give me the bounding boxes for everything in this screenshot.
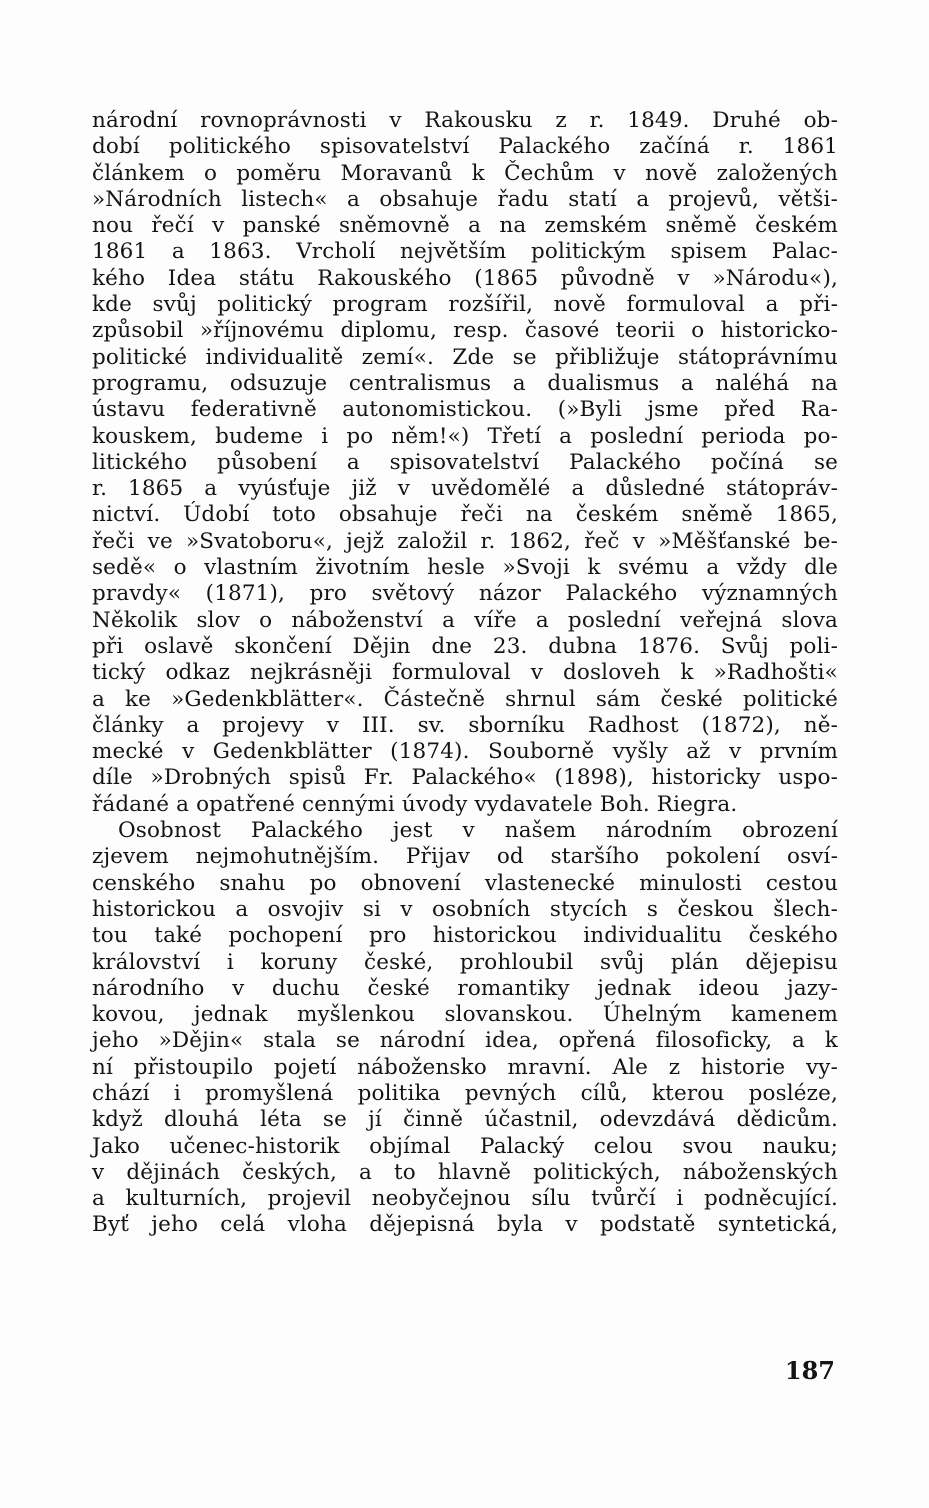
text-line: kovou, jednak myšlenkou slovanskou. Úhelným kamenem <box>92 1002 838 1028</box>
text-line: kého Idea státu Rakouského (1865 původně v »Národu«), <box>92 265 838 291</box>
text-line: články a projevy v III. sv. sborníku Radhost (1872), ně- <box>92 712 838 738</box>
text-line: ústavu federativně autonomistickou. (»Byli jsme před Ra- <box>92 397 838 423</box>
text-line: dobí politického spisovatelství Palackého začíná r. 1861 <box>92 134 838 160</box>
text-line: Byť jeho celá vloha dějepisná byla v podstatě syntetická, <box>92 1212 838 1238</box>
text-line: politické individualitě zemí«. Zde se přibližuje státoprávnímu <box>92 344 838 370</box>
text-line: kde svůj politický program rozšířil, nově formuloval a při- <box>92 292 838 318</box>
text-line: národní rovnoprávnosti v Rakousku z r. 1849. Druhé ob- <box>92 108 838 133</box>
text-line-paragraph-start: Osobnost Palackého jest v našem národním obrození <box>118 818 838 844</box>
text-line-paragraph-end: řádané a opatřené cennými úvody vydavatele Boh. Riegra. <box>92 791 738 817</box>
page-number: 187 <box>784 1356 835 1385</box>
text-line: cenského snahu po obnovení vlastenecké minulosti cestou <box>92 870 838 896</box>
text-line: mecké v Gedenkblätter (1874). Souborně vyšly až v prvním <box>92 739 838 765</box>
text-line: jeho »Dějin« stala se národní idea, opřená filosoficky, a k <box>92 1028 838 1054</box>
text-line: historickou a osvojiv si v osobních stycích s českou šlech- <box>92 896 838 922</box>
text-line: způsobil »říjnovému diplomu, resp. časové teorii o historicko- <box>92 318 838 344</box>
text-line: nictví. Údobí toto obsahuje řeči na českém sněmě 1865, <box>92 502 838 528</box>
text-line: článkem o poměru Moravanů k Čechům v nově založených <box>92 160 838 186</box>
text-line: díle »Drobných spisů Fr. Palackého« (1898), historicky uspo- <box>92 765 838 791</box>
text-line: sedě« o vlastním životním hesle »Svoji k svému a vždy dle <box>92 555 838 581</box>
text-line: v dějinách českých, a to hlavně politických, náboženských <box>92 1159 838 1185</box>
text-line: litického působení a spisovatelství Palackého počíná se <box>92 449 838 475</box>
text-line: ní přistoupilo pojetí nábožensko mravní. Ale z historie vy- <box>92 1054 838 1080</box>
text-line: Jako učenec-historik objímal Palacký celou svou nauku; <box>92 1133 838 1159</box>
text-line: r. 1865 a vyúsťuje již v uvědomělé a důsledné státopráv- <box>92 476 838 502</box>
text-line: chází i promyšlená politika pevných cílů, kterou posléze, <box>92 1080 838 1106</box>
text-line: programu, odsuzuje centralismus a dualismus a naléhá na <box>92 370 838 396</box>
text-line: kouskem, budeme i po něm!«) Třetí a poslední perioda po- <box>92 423 838 449</box>
text-line: Několik slov o náboženství a víře a poslední veřejná slova <box>92 607 838 633</box>
text-line: pravdy« (1871), pro světový názor Palackého významných <box>92 581 838 607</box>
text-line: království i koruny české, prohloubil svůj plán dějepisu <box>92 949 838 975</box>
text-line: tický odkaz nejkrásněji formuloval v dosloveh k »Radhošti« <box>92 660 838 686</box>
text-line: řeči ve »Svatoboru«, jejž založil r. 1862, řeč v »Měšťanské be- <box>92 528 838 554</box>
body-text <box>92 108 838 1239</box>
text-line: a ke »Gedenkblätter«. Částečně shrnul sám české politické <box>92 686 838 712</box>
text-line: tou také pochopení pro historickou individualitu českého <box>92 923 838 949</box>
text-line: když dlouhá léta se jí činně účastnil, odevzdává dědicům. <box>92 1107 838 1133</box>
text-line: 1861 a 1863. Vrcholí největším politickým spisem Palac- <box>92 239 838 265</box>
text-line: zjevem nejmohutnějším. Přijav od staršího pokolení osví- <box>92 844 838 870</box>
text-line: nou řečí v panské sněmovně a na zemském sněmě českém <box>92 213 838 239</box>
text-line: »Národních listech« a obsahuje řadu statí a projevů, větši- <box>92 186 838 212</box>
text-line: národního v duchu české romantiky jednak ideou jazy- <box>92 975 838 1001</box>
text-line: při oslavě skončení Dějin dne 23. dubna 1876. Svůj poli- <box>92 633 838 659</box>
text-line: a kulturních, projevil neobyčejnou sílu tvůrčí i podněcující. <box>92 1186 838 1212</box>
